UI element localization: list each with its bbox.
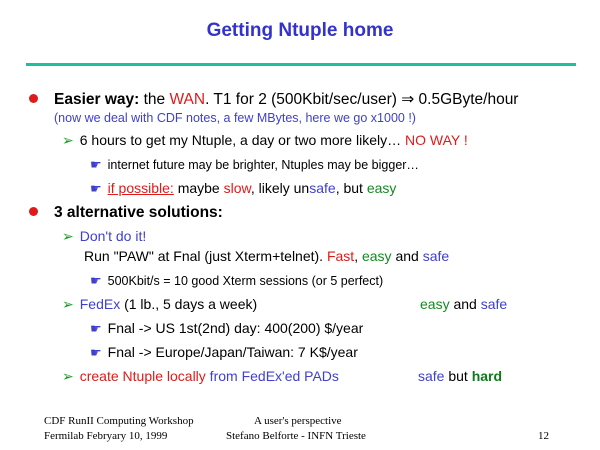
pointing-hand-icon: ☛: [90, 321, 102, 336]
pointing-hand-icon: ☛: [90, 345, 102, 360]
subsub-bullet-europe: ☛ Fnal -> Europe/Japan/Taiwan: 7 K$/year: [90, 344, 358, 360]
arrow-bullet-icon: ➢: [62, 228, 74, 244]
sub-bullet-fedex: ➢ FedEx (1 lb., 5 days a week): [62, 296, 258, 312]
pointing-hand-icon: ☛: [90, 181, 102, 196]
subsub-bullet-internet: ☛ internet future may be brighter, Ntuples may be bigger…: [90, 157, 419, 172]
bullet-easier-way: Easier way: the WAN. T1 for 2 (500Kbit/sec/user) ⇒ 0.5GByte/hour: [29, 90, 518, 109]
footer-date: Fermilab Febryary 10, 1999: [44, 430, 168, 442]
fedex-easy-safe: easy and safe: [420, 296, 508, 312]
implies-icon: ⇒: [401, 91, 415, 108]
arrow-bullet-icon: ➢: [62, 132, 74, 148]
footer-author: Stefano Belforte - INFN Trieste: [226, 430, 366, 442]
page-number: 12: [538, 430, 549, 442]
pointing-hand-icon: ☛: [90, 157, 102, 172]
subsub-bullet-us: ☛ Fnal -> US 1st(2nd) day: 400(200) $/year: [90, 320, 364, 336]
sub-bullet-create-ntuple: ➢ create Ntuple locally from FedEx'ed PADs: [62, 368, 339, 384]
arrow-bullet-icon: ➢: [62, 296, 74, 312]
footer-subtitle: A user's perspective: [254, 415, 342, 427]
bullet-alternatives: 3 alternative solutions:: [29, 204, 223, 222]
bullet-dot-icon: [29, 207, 38, 216]
arrow-bullet-icon: ➢: [62, 368, 74, 384]
title-divider: [26, 63, 576, 66]
create-safe-hard: safe but hard: [418, 368, 503, 384]
sub-bullet-six-hours: ➢ 6 hours to get my Ntuple, a day or two more likely… NO WAY !: [62, 132, 468, 148]
run-paw-line: Run "PAW" at Fnal (just Xterm+telnet). Fast, easy and safe: [84, 248, 450, 264]
bullet-dot-icon: [29, 94, 38, 103]
cdf-notes-note: (now we deal with CDF notes, a few MBytes, here we go x1000 !): [54, 111, 416, 125]
subsub-bullet-if-possible: ☛ if possible: maybe slow, likely unsafe, but easy: [90, 180, 397, 196]
sub-bullet-dont: ➢ Don't do it!: [62, 228, 147, 244]
slide-title: Getting Ntuple home: [206, 20, 394, 41]
pointing-hand-icon: ☛: [90, 273, 102, 288]
subsub-bullet-xterm: ☛ 500Kbit/s = 10 good Xterm sessions (or 5 perfect): [90, 273, 384, 288]
footer-workshop: CDF RunII Computing Workshop: [44, 415, 194, 427]
